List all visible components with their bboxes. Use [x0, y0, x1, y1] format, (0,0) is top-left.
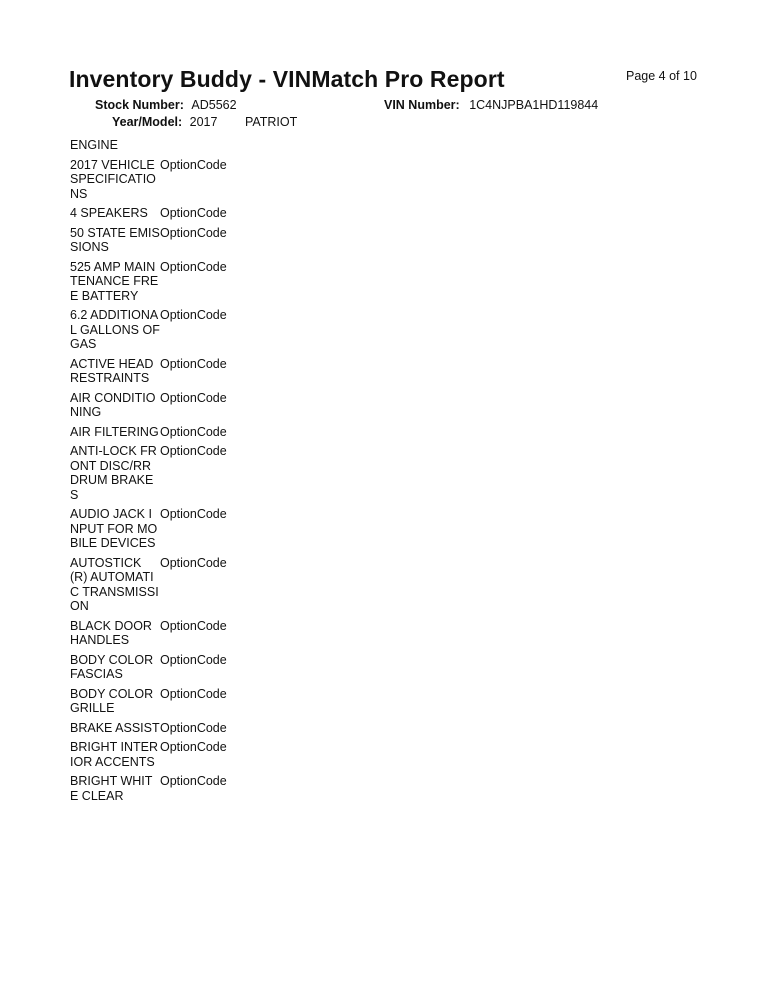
option-row	[70, 507, 270, 551]
option-code: OptionCode	[160, 225, 227, 240]
option-code: OptionCode	[160, 157, 227, 172]
option-name: AUDIO JACK INPUT FOR MOBILE DEVICES	[70, 507, 158, 550]
page-number: Page 4 of 10	[626, 69, 697, 83]
option-name: 4 SPEAKERS	[70, 206, 148, 220]
option-code: OptionCode	[160, 618, 227, 633]
stock-number-value: AD5562	[191, 98, 237, 112]
option-name: AIR CONDITIONING	[70, 390, 156, 419]
year-value: 2017	[189, 115, 218, 129]
option-row	[70, 653, 270, 682]
option-name: ENGINE	[70, 138, 118, 152]
option-name: ACTIVE HEAD RESTRAINTS	[70, 356, 154, 385]
option-name: BODY COLOR GRILLE	[70, 686, 154, 715]
option-row	[70, 774, 270, 803]
option-row	[70, 308, 270, 352]
vin-number-line	[384, 98, 598, 112]
option-name: AIR FILTERING	[70, 424, 159, 439]
option-name: BRIGHT INTERIOR ACCENTS	[70, 740, 158, 769]
report-title: Inventory Buddy - VINMatch Pro Report	[69, 66, 505, 92]
stock-number-line	[95, 98, 237, 112]
option-name: 2017 VEHICLE SPECIFICATIONS	[70, 157, 156, 201]
vin-number-value: 1C4NJPBA1HD119844	[469, 98, 599, 112]
option-name: BRAKE ASSIST	[70, 720, 160, 735]
option-code: OptionCode	[160, 740, 227, 754]
option-row	[70, 206, 270, 221]
option-code: OptionCode	[160, 686, 227, 701]
option-code: OptionCode	[160, 424, 227, 439]
option-name: 525 AMP MAINTENANCE FREE BATTERY	[70, 259, 159, 303]
vin-number-label: VIN Number:	[384, 98, 460, 112]
option-name: BODY COLOR FASCIAS	[70, 652, 154, 681]
option-row	[70, 619, 270, 648]
option-code: OptionCode	[160, 720, 227, 735]
option-name: ANTI-LOCK FRONT DISC/RR DRUM BRAKES	[70, 444, 157, 502]
year-model-line	[112, 115, 297, 129]
option-row	[70, 158, 270, 202]
option-code: OptionCode	[160, 555, 227, 570]
option-row	[70, 138, 270, 153]
option-code: OptionCode	[160, 390, 227, 405]
option-row	[70, 740, 270, 769]
option-name: 6.2 ADDITIONAL GALLONS OF GAS	[70, 308, 160, 351]
option-name: BLACK DOOR HANDLES	[70, 618, 152, 647]
option-row	[70, 226, 270, 255]
option-code: OptionCode	[160, 206, 227, 220]
stock-number-label: Stock Number:	[95, 98, 184, 112]
option-code: OptionCode	[160, 507, 227, 521]
option-code: OptionCode	[160, 259, 227, 274]
option-code: OptionCode	[160, 356, 227, 371]
model-value: PATRIOT	[244, 115, 298, 129]
option-row	[70, 391, 270, 420]
option-row	[70, 721, 270, 736]
option-row	[70, 425, 270, 440]
option-name: BRIGHT WHITE CLEAR	[70, 774, 153, 803]
option-code: OptionCode	[160, 444, 227, 458]
option-row	[70, 260, 270, 304]
option-row	[70, 357, 270, 386]
option-code: OptionCode	[160, 308, 227, 322]
option-row	[70, 687, 270, 716]
option-name: AUTOSTICK (R) AUTOMATIC TRANSMISSION	[70, 555, 159, 613]
option-row	[70, 444, 270, 502]
option-name: 50 STATE EMISSIONS	[70, 225, 160, 254]
option-list	[70, 138, 270, 808]
option-code: OptionCode	[160, 652, 227, 667]
option-row	[70, 556, 270, 614]
year-model-label: Year/Model:	[112, 115, 183, 129]
option-code: OptionCode	[160, 774, 227, 788]
